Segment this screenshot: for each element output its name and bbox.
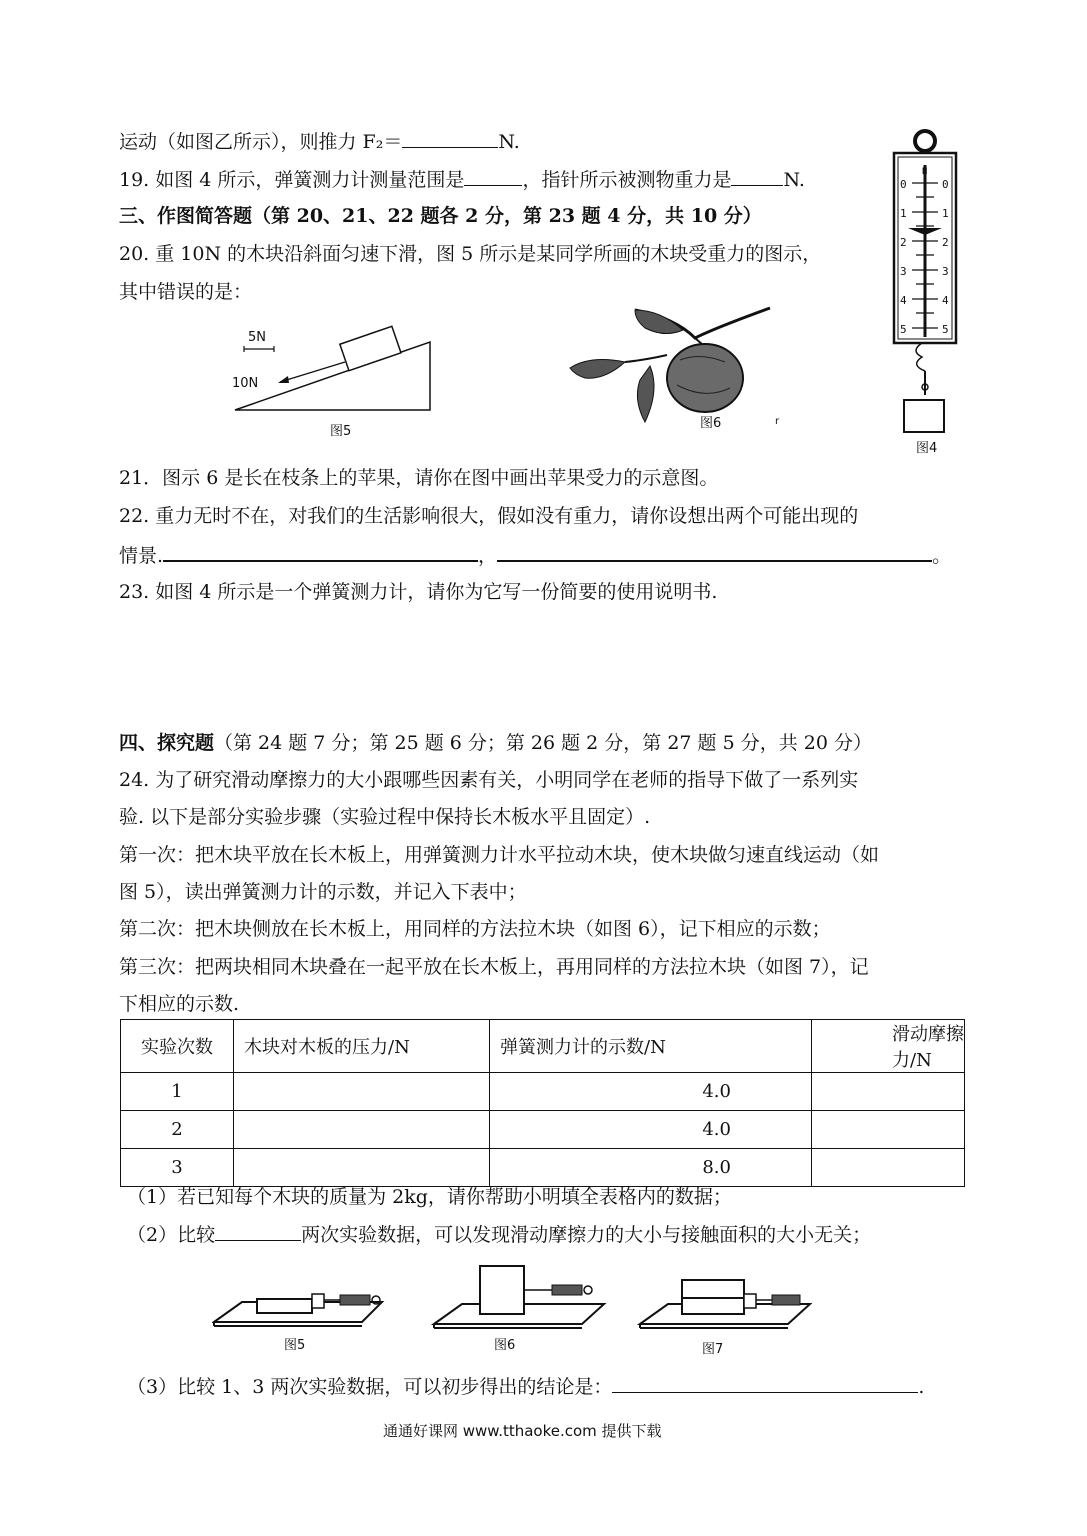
q22-end: 。: [932, 545, 952, 567]
setup-flat: [214, 1294, 382, 1326]
question-22-line2: [119, 542, 951, 568]
page-footer: 通通好课网 www.tthaoke.com 提供下载: [383, 1422, 662, 1440]
question-20-line1: 20. 重 10N 的木块沿斜面匀速下滑，图 5 所示是某同学所画的木块受重力的图示，: [119, 243, 822, 265]
sub-question-3: [127, 1374, 924, 1399]
table-cell-reading: 4.0: [490, 1111, 812, 1149]
section-4-points: （第 24 题 7 分；第 25 题 6 分；第 26 题 2 分，第 27 题 5 分，共 20 分）: [214, 732, 872, 754]
sub3-text: （3）比较 1、3 两次实验数据，可以初步得出的结论是：: [127, 1376, 613, 1398]
table-cell-friction[interactable]: [812, 1149, 965, 1187]
step-3-line2: 下相应的示数.: [119, 993, 240, 1015]
sub-question-2: [127, 1222, 871, 1247]
section-3-heading: 三、作图简答题（第 20、21、22 题各 2 分，第 23 题 4 分，共 10 分）: [119, 205, 762, 227]
experiment-table: [120, 1019, 965, 1187]
figure-4-spring-scale: [880, 125, 960, 460]
question-22-line1: 22. 重力无时不在，对我们的生活影响很大，假如没有重力，请你设想出两个可能出现的: [119, 505, 859, 527]
sub2-text-b: 两次实验数据，可以发现滑动摩擦力的大小与接触面积的大小无关；: [301, 1224, 872, 1246]
step-3-line1: 第三次：把两块相同木块叠在一起平放在长木板上，再用同样的方法拉木块（如图 7），记: [119, 956, 869, 978]
bottom-fig7-caption: 图7: [702, 1342, 724, 1357]
figure-5-incline: [230, 320, 440, 445]
scale-left-5: 5: [900, 323, 907, 336]
table-cell-friction[interactable]: [812, 1111, 965, 1149]
q19-text-a: 19. 如图 4 所示，弹簧测力计测量范围是: [119, 169, 465, 191]
sub3-answer-blank[interactable]: [612, 1374, 918, 1393]
step-1-line1: 第一次：把木块平放在长木板上，用弹簧测力计水平拉动木块，使木块做匀速直线运动（如: [119, 844, 880, 866]
spring-scale-drawing: [880, 125, 960, 460]
q19-unit: N.: [783, 169, 805, 191]
table-cell-reading: 8.0: [490, 1149, 812, 1187]
q18-text: 运动（如图乙所示），则推力 F₂＝: [119, 131, 403, 153]
sub3-end: .: [918, 1376, 925, 1398]
question-24-line1: 24. 为了研究滑动摩擦力的大小跟哪些因素有关，小明同学在老师的指导下做了一系列实: [119, 769, 859, 791]
fig6-caption: 图6: [700, 416, 722, 431]
setup-side: [434, 1266, 604, 1328]
section-4-title: 四、探究题: [119, 732, 215, 754]
table-cell-pressure[interactable]: [234, 1111, 490, 1149]
fig5-caption: 图5: [330, 424, 352, 439]
question-20-line2: 其中错误的是：: [119, 281, 253, 303]
q18-unit: N.: [498, 131, 520, 153]
question-24-line2: 验. 以下是部分实验步骤（实验过程中保持长木板水平且固定）.: [119, 806, 651, 828]
table-cell-pressure[interactable]: [234, 1073, 490, 1111]
table-header-cell: 弹簧测力计的示数/N: [490, 1020, 812, 1073]
scale-right-2: 2: [942, 236, 949, 249]
section-4-heading: [119, 731, 872, 755]
scale-left-2: 2: [900, 236, 907, 249]
table-cell-trial: 1: [121, 1073, 234, 1111]
step-1-line2: 图 5），读出弹簧测力计的示数，并记入下表中；: [119, 881, 527, 903]
table-header-row: [121, 1020, 965, 1073]
q22-separator: ，: [478, 545, 498, 567]
bottom-fig5-caption: 图5: [284, 1338, 306, 1353]
q22-answer-blank-2[interactable]: [497, 542, 932, 562]
scale-left-0: 0: [900, 178, 907, 191]
table-row: [121, 1111, 965, 1149]
figure-6-apple: [565, 300, 790, 435]
apple-branch-drawing: [565, 300, 790, 435]
q22-answer-blank-1[interactable]: [163, 542, 478, 562]
scale-left-4: 4: [900, 294, 907, 307]
fig5-scale-label: 5N: [248, 330, 266, 345]
table-row: [121, 1149, 965, 1187]
table-header-cell: 实验次数: [121, 1020, 234, 1073]
scale-left-3: 3: [900, 265, 907, 278]
bottom-fig6-caption: 图6: [494, 1338, 516, 1353]
scale-right-3: 3: [942, 265, 949, 278]
q18-answer-blank[interactable]: [402, 129, 498, 148]
q19-weight-blank[interactable]: [731, 167, 783, 186]
scale-right-4: 4: [942, 294, 949, 307]
question-23: 23. 如图 4 所示是一个弹簧测力计，请你为它写一份简要的使用说明书.: [119, 581, 718, 603]
scale-right-5: 5: [942, 323, 949, 336]
question-19: [119, 167, 805, 192]
q22-label: 情景.: [119, 545, 164, 567]
friction-figures: [212, 1262, 812, 1362]
q19-range-blank[interactable]: [464, 167, 522, 186]
setup-stacked: [640, 1280, 810, 1328]
table-header-cell: 滑动摩擦力/N: [812, 1020, 965, 1073]
sub2-text-a: （2）比较: [127, 1224, 216, 1246]
fig6-mark: r: [775, 416, 780, 427]
scale-left-1: 1: [900, 207, 907, 220]
scale-right-0: 0: [942, 178, 949, 191]
scale-unit: N: [922, 167, 928, 177]
fig4-caption: 图4: [916, 441, 938, 456]
question-21: 21．图示 6 是长在枝条上的苹果，请你在图中画出苹果受力的示意图。: [119, 467, 719, 489]
table-row: [121, 1073, 965, 1111]
sub-question-1: （1）若已知每个木块的质量为 2kg，请你帮助小明填全表格内的数据；: [127, 1186, 732, 1208]
force-arrow: [280, 362, 345, 382]
table-cell-trial: 3: [121, 1149, 234, 1187]
sub2-answer-blank[interactable]: [215, 1222, 301, 1241]
table-cell-pressure[interactable]: [234, 1149, 490, 1187]
step-2: 第二次：把木块侧放在长木板上，用同样的方法拉木块（如图 6），记下相应的示数；: [119, 918, 831, 940]
fig5-force-label: 10N: [232, 376, 259, 391]
q18-continuation: [119, 129, 520, 154]
table-cell-friction[interactable]: [812, 1073, 965, 1111]
table-header-cell: 木块对木板的压力/N: [234, 1020, 490, 1073]
table-cell-reading: 4.0: [490, 1073, 812, 1111]
q19-text-b: ，指针所示被测物重力是: [522, 169, 732, 191]
table-cell-trial: 2: [121, 1111, 234, 1149]
scale-right-1: 1: [942, 207, 949, 220]
